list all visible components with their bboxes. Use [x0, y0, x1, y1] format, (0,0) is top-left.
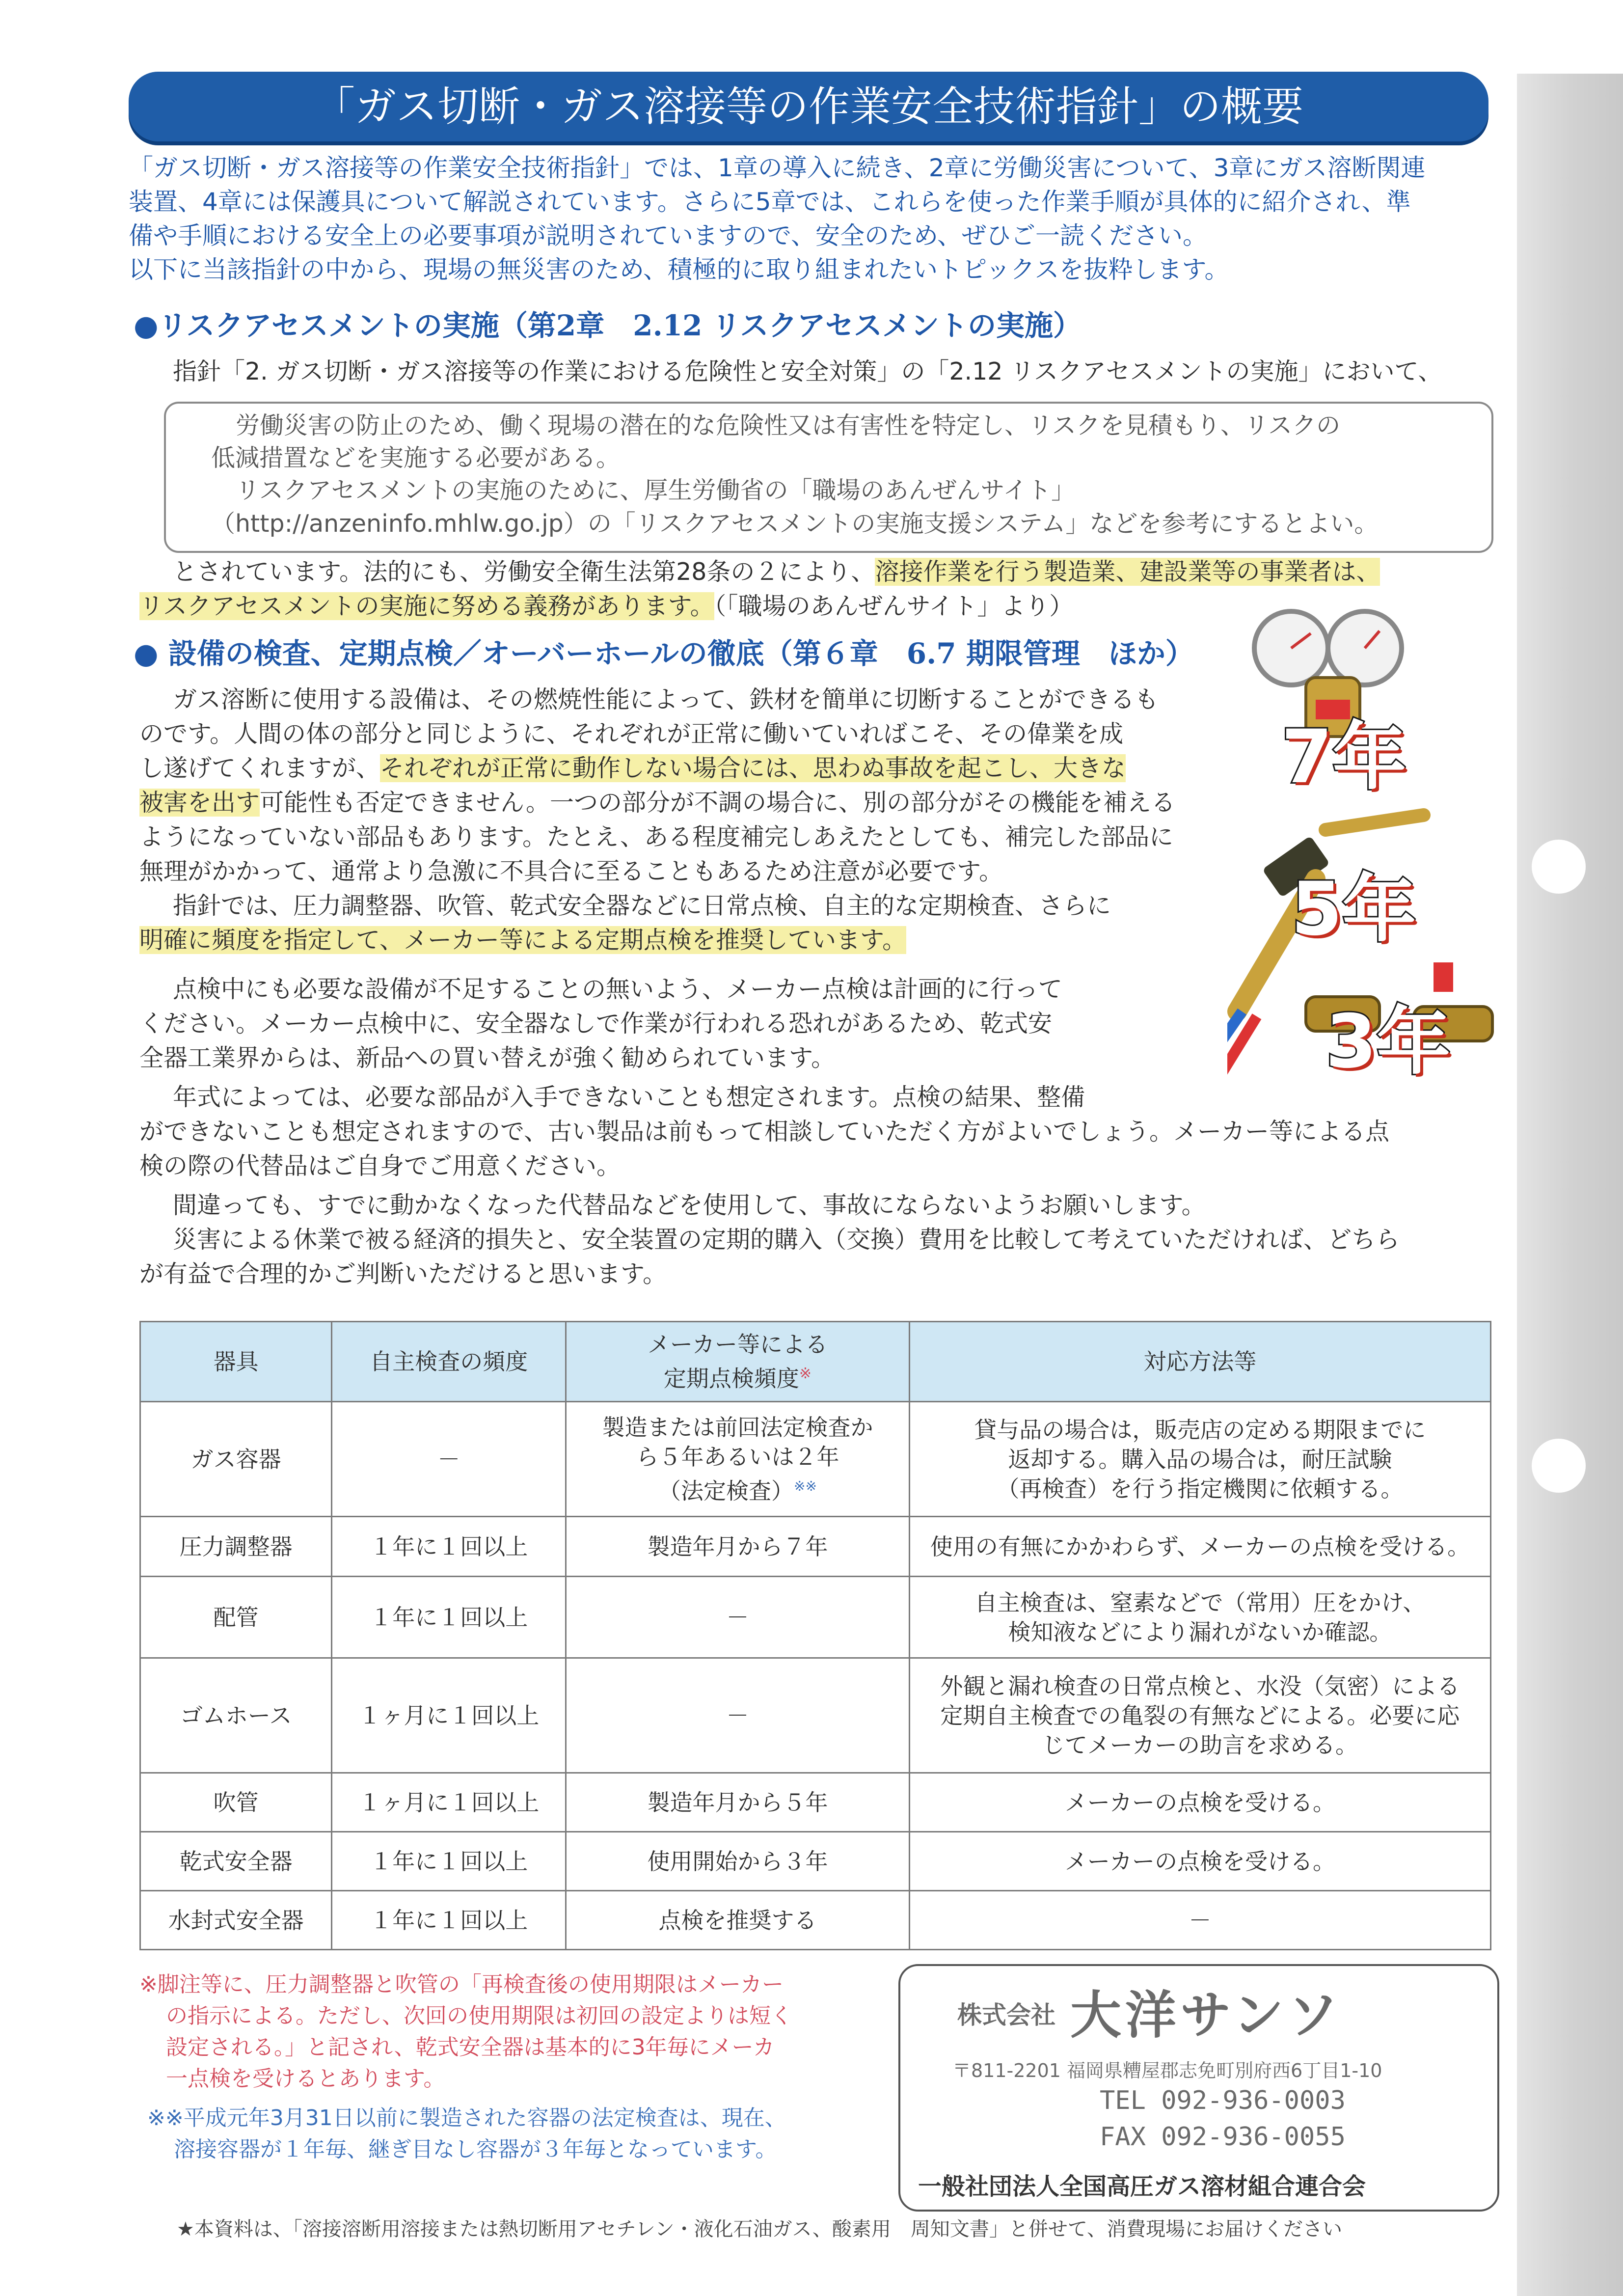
scan-edge-strip: [1517, 74, 1623, 2296]
section2-line: 検の際の代替品はご自身でご用意ください。: [139, 1152, 621, 1180]
section2-line: [139, 923, 906, 957]
cell-maker: 使用開始から３年: [566, 1832, 910, 1891]
cell-self: １ヶ月に１回以上: [332, 1658, 566, 1773]
company-fax: FAX 092-936-0055: [1100, 2122, 1346, 2152]
cell-self: １ヶ月に１回以上: [332, 1773, 566, 1832]
company-name: 大洋サンソ: [1070, 1985, 1343, 2045]
section-heading-inspection: ● 設備の検査、定期点検／オーバーホールの徹底（第６章 6.7 期限管理 ほか）: [134, 637, 1194, 670]
cell-self: －: [332, 1402, 566, 1517]
badge-5-years: 5年: [1291, 867, 1416, 952]
section2-line: が有益で合理的かご判断いただけると思います。: [139, 1260, 667, 1288]
cell-item: ゴムホース: [140, 1658, 332, 1773]
cell-maker: 製造年月から７年: [566, 1517, 910, 1577]
punch-hole-top: [1532, 840, 1586, 894]
table-header-row: [140, 1322, 1491, 1402]
section2-line: 災害による休業で被る経済的損失と、安全装置の定期的購入（交換）費用を比較して考えていただければ、どちら: [173, 1226, 1400, 1254]
highlighted-text: それぞれが正常に動作しない場合には、思わぬ事故を起こし、大きな: [380, 754, 1126, 782]
cell-action: 自主検査は、窒素などで（常用）圧をかけ、 検知液などにより漏れがないか確認。: [909, 1577, 1490, 1658]
section2-line: [139, 751, 1126, 786]
highlighted-text: 溶接作業を行う製造業、建設業等の事業者は、: [875, 558, 1380, 586]
cell-self: １年に１回以上: [332, 1517, 566, 1577]
footnote-line: 一点検を受けるとあります。: [166, 2066, 445, 2091]
badge-7-years: 7年: [1281, 714, 1407, 800]
footnote-line: 設定される。」と記され、乾式安全器は基本的に3年毎にメーカ: [166, 2035, 775, 2060]
source-note: （「職場のあんぜんサイト」より）: [714, 592, 1074, 620]
table-row: [140, 1517, 1491, 1577]
footnote-line: ※脚注等に、圧力調整器と吹管の「再検査後の使用期限はメーカー: [139, 1972, 784, 1997]
cell-maker: －: [566, 1577, 910, 1658]
cell-action: 貸与品の場合は，販売店の定める期限までに 返却する。購入品の場合は，耐圧試験 （再検査）を行う指定機関に依頼する。: [909, 1402, 1490, 1517]
column-header: 自主検査の頻度: [332, 1322, 566, 1402]
cell-item: 吹管: [140, 1773, 332, 1832]
section2-line: ようになっていない部品もあります。たとえ、ある程度補完しあえたとしても、補完した部品に: [139, 823, 1174, 851]
cell-maker: 点検を推奨する: [566, 1891, 910, 1950]
intro-line: 装置、4章には保護具について解説されています。さらに5章では、これらを使った作業手順が具体的に紹介され、準: [129, 188, 1411, 216]
quote-line: リスクアセスメントの実施のために、厚生労働省の「職場のあんぜんサイト」: [236, 476, 1076, 504]
table-row: [140, 1402, 1491, 1517]
after-text: とされています。法的にも、労働安全衛生法第28条の２により、: [173, 558, 875, 586]
section2-line: [139, 786, 1175, 820]
table-row: [140, 1891, 1491, 1950]
section2-line: 年式によっては、必要な部品が入手できないことも想定されます。点検の結果、整備: [173, 1083, 1085, 1111]
inspection-table: [139, 1321, 1491, 1950]
highlighted-text: 被害を出す: [139, 789, 260, 817]
plain-text: し遂げてくれますが、: [139, 754, 380, 782]
section2-line: 無理がかかって、通常より急激に不具合に至ることもあるため注意が必要です。: [139, 857, 1003, 885]
quote-line: （http://anzeninfo.mhlw.go.jp）の「リスクアセスメントの実施支援システム」などを参考にするとよい。: [211, 510, 1379, 538]
quote-line: 労働災害の防止のため、働く現場の潜在的な危険性又は有害性を特定し、リスクを見積もり、リスクの: [236, 411, 1341, 439]
intro-line: 「ガス切断・ガス溶接等の作業安全技術指針」では、1章の導入に続き、2章に労働災害について、3章にガス溶断関連: [129, 154, 1426, 182]
cell-action: メーカーの点検を受ける。: [909, 1773, 1490, 1832]
intro-line: 備や手順における安全上の必要事項が説明されていますので、安全のため、ぜひご一読ください。: [129, 221, 1207, 250]
section1-after-line: [139, 589, 1073, 624]
footnote-line: の指示による。ただし、次回の使用期限は初回の設定よりは短く: [166, 2003, 792, 2028]
highlighted-text: リスクアセスメントの実施に努める義務があります。: [139, 592, 714, 620]
torch-tip-icon: [1325, 815, 1424, 830]
plain-text: 可能性も否定できません。一つの部分が不調の場合に、別の部分がその機能を補える: [260, 789, 1175, 817]
column-header: [566, 1322, 910, 1402]
quote-line: 低減措置などを実施する必要がある。: [211, 444, 621, 472]
cell-self: １年に１回以上: [332, 1832, 566, 1891]
association-name: 一般社団法人全国高圧ガス溶材組合連合会: [918, 2173, 1366, 2200]
footnote-mark: ※: [799, 1365, 812, 1383]
cell-item: 水封式安全器: [140, 1891, 332, 1950]
company-tel: TEL 092-936-0003: [1100, 2086, 1346, 2115]
cell-item: 圧力調整器: [140, 1517, 332, 1577]
table-row: [140, 1658, 1491, 1773]
section2-line: 間違っても、すでに動かなくなった代替品などを使用して、事故にならないようお願いします。: [173, 1191, 1206, 1219]
section-heading-risk: ●リスクアセスメントの実施（第2章 2.12 リスクアセスメントの実施）: [134, 309, 1082, 342]
section2-line: ができないことも想定されますので、古い製品は前もって相談していただく方がよいでしょう。メーカー等による点: [139, 1118, 1390, 1146]
cell-maker-text: 製造または前回法定検査か ら５年あるいは２年 （法定検査）: [602, 1414, 873, 1504]
company-address: 〒811-2201 福岡県糟屋郡志免町別府西6丁目1-10: [952, 2060, 1382, 2081]
section2-line: のです。人間の体の部分と同じように、それぞれが正常に働いていればこそ、その偉業を成: [139, 720, 1124, 748]
section1-after-line: [173, 555, 1380, 589]
footer-note: ★本資料は、「溶接溶断用溶接または熱切断用アセチレン・液化石油ガス、酸素用 周知文書」と併せて、消費現場にお届けください: [177, 2218, 1343, 2241]
cell-item: ガス容器: [140, 1402, 332, 1517]
punch-hole-bottom: [1532, 1439, 1586, 1493]
cell-maker: 製造年月から５年: [566, 1773, 910, 1832]
footnote-mark: ※※: [794, 1477, 817, 1494]
company-prefix: 株式会社: [957, 2001, 1055, 2029]
footnote-line: 溶接容器が１年毎、継ぎ目なし容器が３年毎となっています。: [174, 2137, 777, 2162]
cell-item: 乾式安全器: [140, 1832, 332, 1891]
section1-lead: 指針「2. ガス切断・ガス溶接等の作業における危険性と安全対策」の「2.12 リスクアセスメントの実施」において、: [173, 357, 1442, 385]
badge-3-years: 3年: [1325, 999, 1451, 1085]
footnote-line: ※※平成元年3月31日以前に製造された容器の法定検査は、現在、: [147, 2105, 786, 2131]
table-row: [140, 1577, 1491, 1658]
cell-maker: －: [566, 1658, 910, 1773]
cell-action: －: [909, 1891, 1490, 1950]
cell-self: １年に１回以上: [332, 1891, 566, 1950]
section2-line: 点検中にも必要な設備が不足することの無いよう、メーカー点検は計画的に行って: [173, 975, 1063, 1003]
cell-action: 使用の有無にかかわらず、メーカーの点検を受ける。: [909, 1517, 1490, 1577]
page-title: 「ガス切断・ガス溶接等の作業安全技術指針」の概要: [313, 82, 1303, 131]
column-header-text: メーカー等による 定期点検頻度: [647, 1331, 828, 1392]
column-header: 対応方法等: [909, 1322, 1490, 1402]
highlighted-text: 明確に頻度を指定して、メーカー等による定期点検を推奨しています。: [139, 926, 907, 954]
column-header: 器具: [140, 1322, 332, 1402]
section2-line: ガス溶断に使用する設備は、その燃焼性能によって、鉄材を簡単に切断することができるも: [173, 685, 1159, 713]
cell-self: １年に１回以上: [332, 1577, 566, 1658]
table-row: [140, 1773, 1491, 1832]
cell-maker: [566, 1402, 910, 1517]
section2-line: 指針では、圧力調整器、吹管、乾式安全器などに日常点検、自主的な定期検査、さらに: [173, 892, 1111, 920]
cell-action: 外観と漏れ検査の日常点検と、水没（気密）による 定期自主検査での亀裂の有無などによる。必要に応 じてメーカーの助言を求める。: [909, 1658, 1490, 1773]
section2-line: 全器工業界からは、新品への買い替えが強く勧められています。: [139, 1044, 836, 1072]
intro-line: 以下に当該指針の中から、現場の無災害のため、積極的に取り組まれたいトピックスを抜粋します。: [129, 255, 1229, 284]
table-row: [140, 1832, 1491, 1891]
cell-action: メーカーの点検を受ける。: [909, 1832, 1490, 1891]
cell-item: 配管: [140, 1577, 332, 1658]
section2-line: ください。メーカー点検中に、安全器なしで作業が行われる恐れがあるため、乾式安: [139, 1010, 1053, 1038]
